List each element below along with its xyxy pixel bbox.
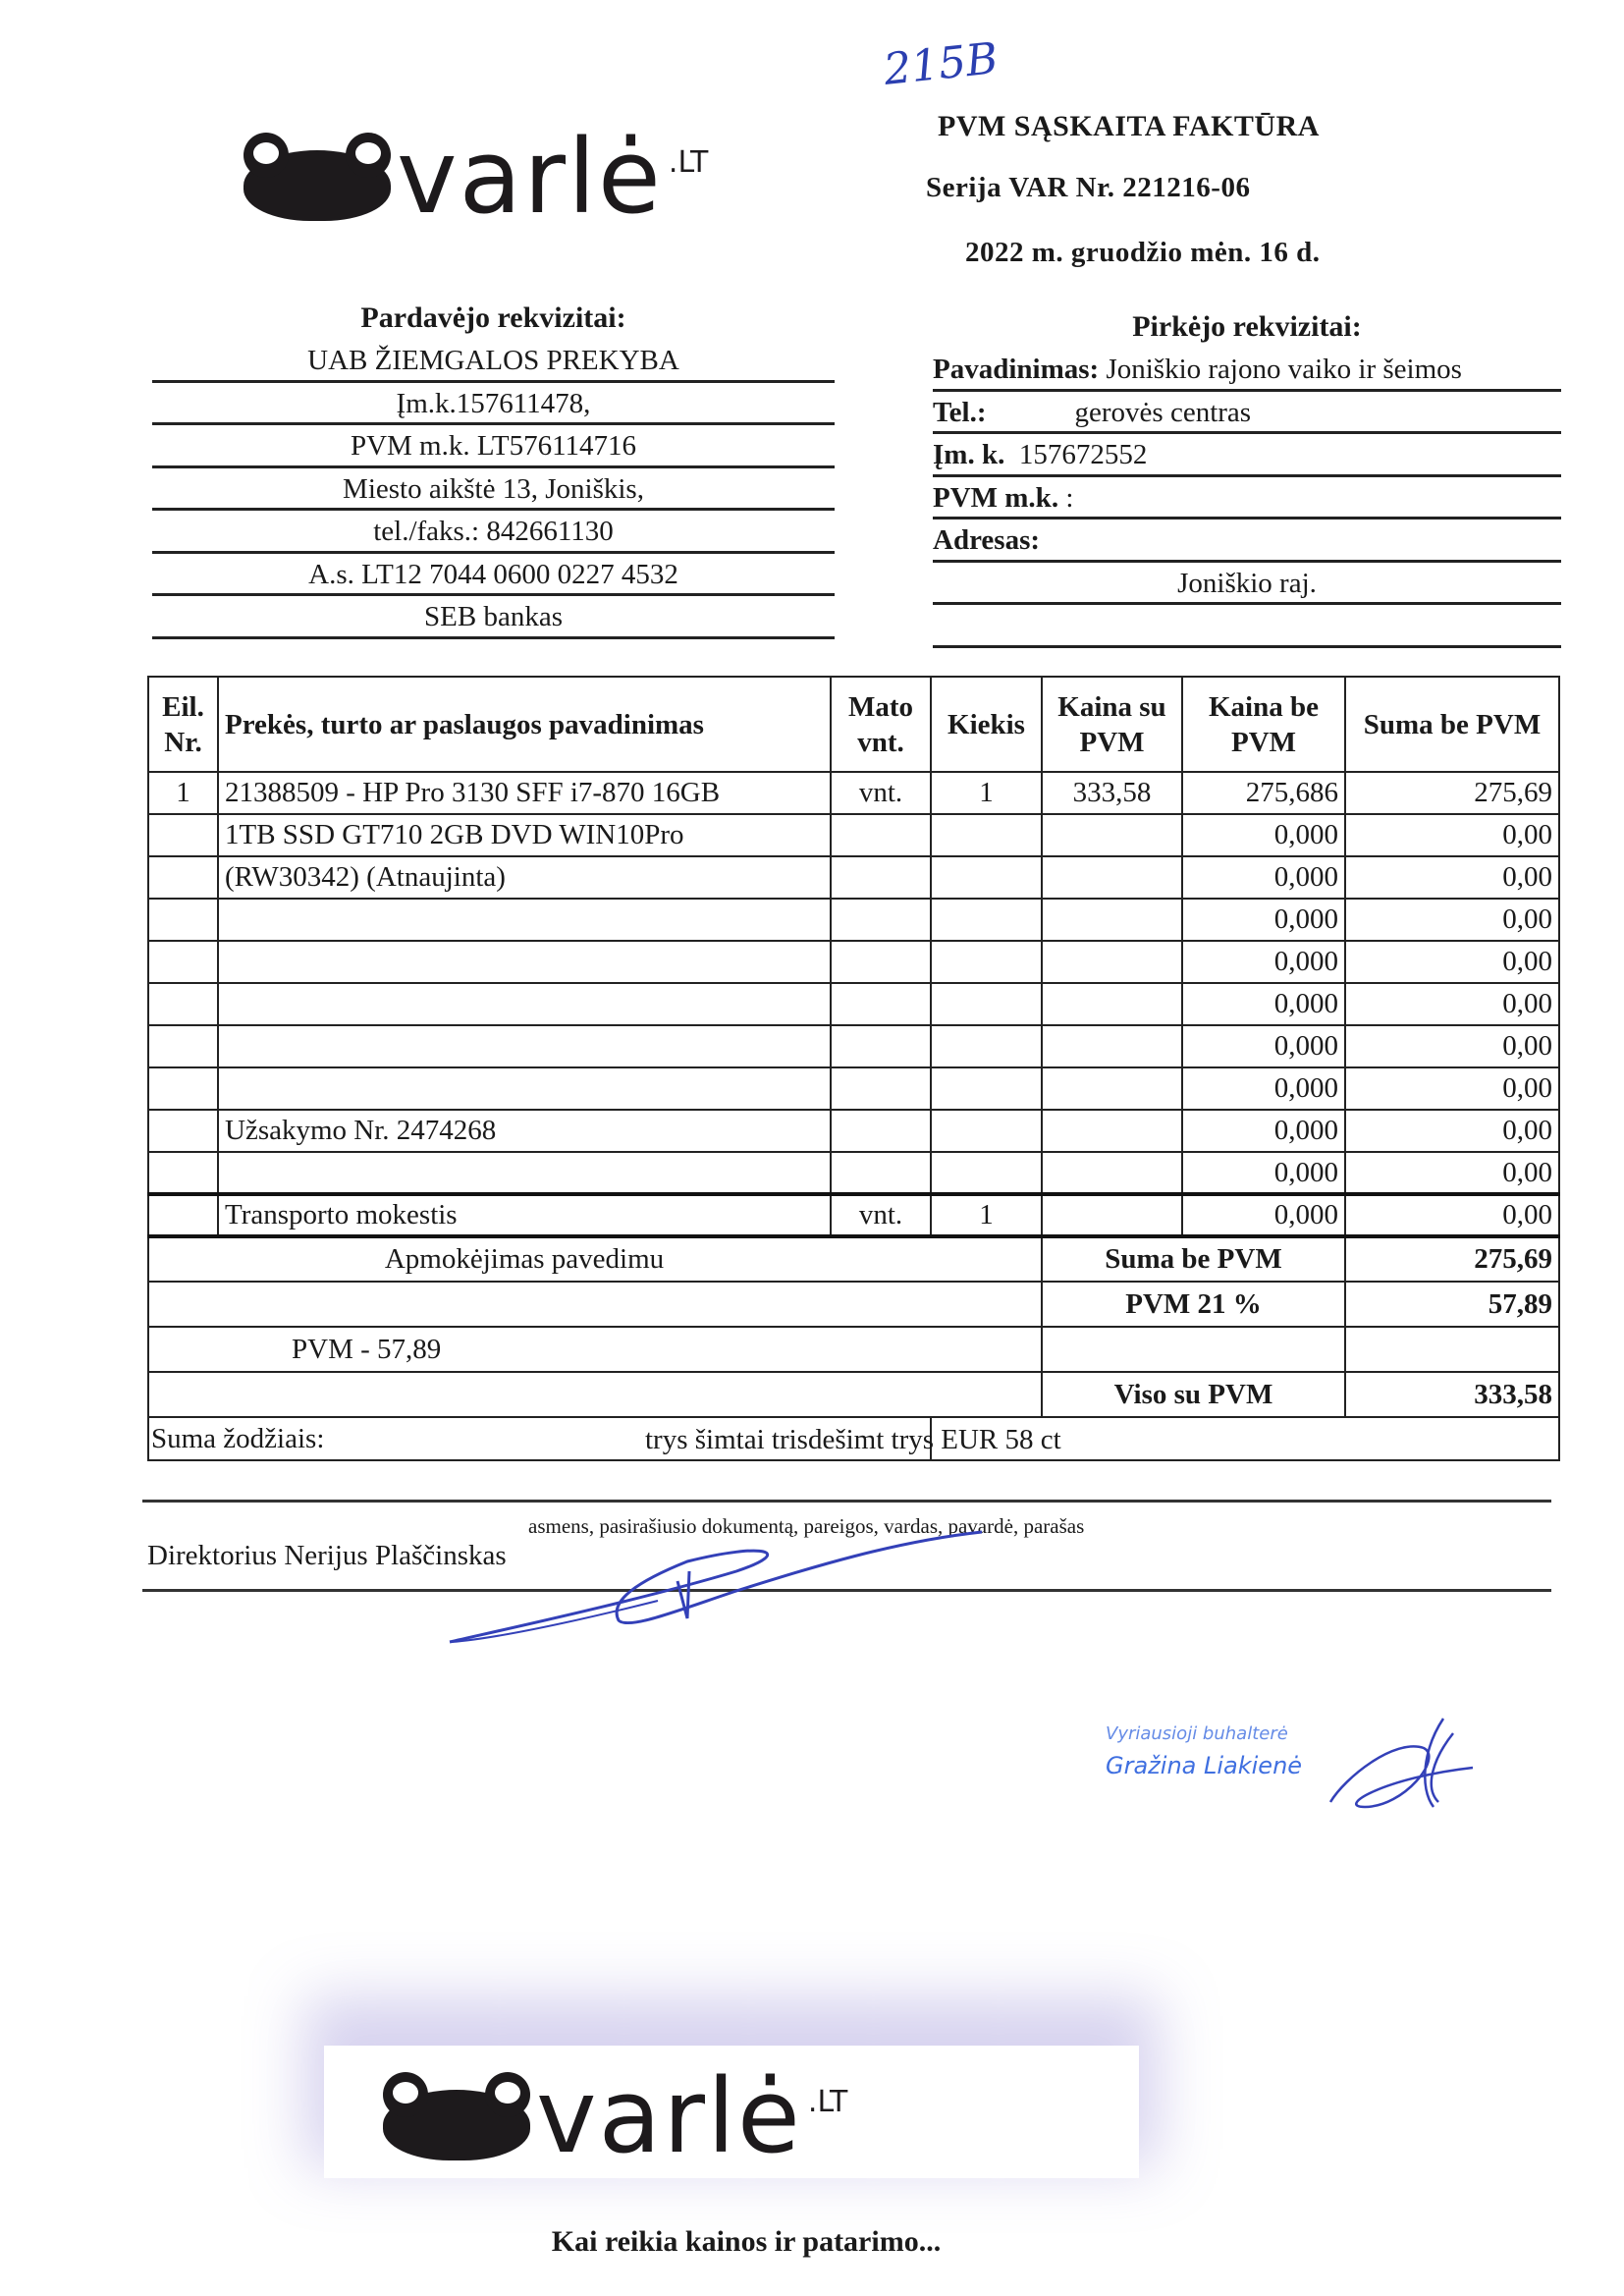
- cell-sum: 0,00: [1345, 856, 1559, 899]
- cell-name: [218, 983, 831, 1025]
- cell-qty: [931, 899, 1042, 941]
- buyer-details: [933, 305, 1561, 648]
- col-sum: Suma be PVM: [1345, 677, 1559, 772]
- cell-unit: [831, 1110, 931, 1152]
- cell-name: Užsakymo Nr. 2474268: [218, 1110, 831, 1152]
- signature-line-top: [142, 1500, 1551, 1503]
- footer-logo: [383, 2056, 848, 2176]
- seller-line: UAB ŽIEMGALOS PREKYBA: [152, 340, 835, 383]
- vat-note: PVM - 57,89: [148, 1327, 1042, 1372]
- cell-qty: [931, 983, 1042, 1025]
- cell-name: [218, 899, 831, 941]
- sum-label: Suma be PVM: [1042, 1236, 1345, 1282]
- total-label: Viso su PVM: [1042, 1372, 1345, 1417]
- cell-nr: [148, 1067, 218, 1110]
- cell-qty: [931, 1110, 1042, 1152]
- cell-nr: [148, 856, 218, 899]
- stamp-line-1: Vyriausioji buhalterė: [1106, 1723, 1288, 1744]
- table-row: [148, 899, 1559, 941]
- buyer-address: Joniškio raj.: [1177, 567, 1317, 599]
- cell-price-vat: [1042, 856, 1182, 899]
- buyer-address-label: Adresas:: [933, 524, 1041, 556]
- col-price-novat: Kaina be PVM: [1182, 677, 1345, 772]
- seller-line: PVM m.k. LT576114716: [152, 425, 835, 468]
- seller-line: A.s. LT12 7044 0600 0227 4532: [152, 554, 835, 597]
- cell-price-vat: [1042, 899, 1182, 941]
- seller-details: [152, 297, 835, 639]
- cell-sum: 0,00: [1345, 899, 1559, 941]
- total-value: 333,58: [1345, 1372, 1559, 1417]
- cell-qty: [931, 1025, 1042, 1067]
- cell-unit: vnt.: [831, 772, 931, 814]
- cell-nr: [148, 1025, 218, 1067]
- logo-suffix: .LT: [668, 144, 709, 180]
- cell-sum: 0,00: [1345, 941, 1559, 983]
- summary-row: [148, 1236, 1559, 1282]
- table-row: [148, 941, 1559, 983]
- buyer-tel-label: Tel.:: [933, 396, 987, 428]
- logo-word: varlė: [536, 2056, 802, 2176]
- buyer-vat-label: PVM m.k.: [933, 481, 1059, 514]
- cell-sum: 275,69: [1345, 772, 1559, 814]
- table-row: [148, 1067, 1559, 1110]
- cell-price-novat: 0,000: [1182, 1194, 1345, 1236]
- vat-value: 57,89: [1345, 1282, 1559, 1327]
- cell-nr: [148, 899, 218, 941]
- cell-unit: [831, 814, 931, 856]
- cell-unit: [831, 983, 931, 1025]
- cell-price-vat: [1042, 1152, 1182, 1194]
- cell-name: [218, 1152, 831, 1194]
- summary-row: [148, 1327, 1559, 1372]
- cell-nr: 1: [148, 772, 218, 814]
- table-row: [148, 983, 1559, 1025]
- buyer-name-label: Pavadinimas:: [933, 354, 1100, 385]
- col-unit: Mato vnt.: [831, 677, 931, 772]
- cell-name: [218, 1067, 831, 1110]
- cell-unit: [831, 1067, 931, 1110]
- amount-in-words-row: [148, 1417, 1559, 1460]
- cell-price-vat: [1042, 941, 1182, 983]
- cell-price-vat: [1042, 983, 1182, 1025]
- table-row: [148, 772, 1559, 814]
- cell-price-novat: 0,000: [1182, 941, 1345, 983]
- invoice-title: PVM SĄSKAITA FAKTŪRA: [938, 110, 1320, 142]
- invoice-date: 2022 m. gruodžio mėn. 16 d.: [965, 237, 1321, 268]
- footer-banner: [324, 2046, 1139, 2178]
- cell-sum: 0,00: [1345, 983, 1559, 1025]
- cell-nr: [148, 941, 218, 983]
- words-value: trys šimtai trisdešimt trys EUR 58 ct: [645, 1424, 1061, 1455]
- seller-line: Miesto aikštė 13, Joniškis,: [152, 468, 835, 512]
- invoice-series: Serija VAR Nr. 221216-06: [926, 172, 1251, 203]
- cell-qty: [931, 1152, 1042, 1194]
- accountant-signature: [1326, 1709, 1483, 1817]
- footer-tagline: Kai reikia kainos ir patarimo...: [551, 2225, 942, 2258]
- cell-price-vat: 333,58: [1042, 772, 1182, 814]
- cell-price-novat: 0,000: [1182, 899, 1345, 941]
- sum-value: 275,69: [1345, 1236, 1559, 1282]
- cell-price-novat: 0,000: [1182, 856, 1345, 899]
- cell-price-novat: 0,000: [1182, 814, 1345, 856]
- cell-sum: 0,00: [1345, 1025, 1559, 1067]
- buyer-name-cont: gerovės centras: [1074, 396, 1252, 428]
- seller-heading: Pardavėjo rekvizitai:: [360, 301, 626, 334]
- transport-row: [148, 1194, 1559, 1236]
- cell-unit: [831, 856, 931, 899]
- buyer-code: 157672552: [1018, 439, 1148, 470]
- table-row: [148, 1110, 1559, 1152]
- signer-name: Direktorius Nerijus Plaščinskas: [147, 1540, 507, 1571]
- varle-logo: [244, 117, 709, 237]
- col-nr: Eil. Nr.: [148, 677, 218, 772]
- cell-price-novat: 0,000: [1182, 983, 1345, 1025]
- cell-unit: [831, 1025, 931, 1067]
- words-label: Suma žodžiais:: [148, 1417, 931, 1460]
- buyer-heading: Pirkėjo rekvizitai:: [1132, 310, 1362, 343]
- cell-sum: 0,00: [1345, 1194, 1559, 1236]
- cell-sum: 0,00: [1345, 1152, 1559, 1194]
- cell-price-novat: 0,000: [1182, 1025, 1345, 1067]
- cell-unit: [831, 1152, 931, 1194]
- invoice-table: [147, 676, 1560, 1461]
- cell-name: Transporto mokestis: [218, 1194, 831, 1236]
- vat-label: PVM 21 %: [1042, 1282, 1345, 1327]
- cell-price-vat: [1042, 1067, 1182, 1110]
- handwritten-note: 215B: [881, 33, 1001, 95]
- cell-nr: [148, 983, 218, 1025]
- buyer-name: Joniškio rajono vaiko ir šeimos: [1106, 354, 1462, 385]
- cell-nr: [148, 814, 218, 856]
- payment-method: Apmokėjimas pavedimu: [148, 1236, 1042, 1282]
- cell-nr: [148, 1110, 218, 1152]
- cell-qty: 1: [931, 1194, 1042, 1236]
- summary-row: [148, 1282, 1559, 1327]
- cell-price-vat: [1042, 1025, 1182, 1067]
- cell-name: (RW30342) (Atnaujinta): [218, 856, 831, 899]
- cell-price-vat: [1042, 814, 1182, 856]
- cell-price-novat: 275,686: [1182, 772, 1345, 814]
- cell-unit: [831, 899, 931, 941]
- frog-icon: [383, 2072, 530, 2160]
- summary-row: [148, 1372, 1559, 1417]
- table-row: [148, 814, 1559, 856]
- buyer-code-label: Įm. k.: [933, 439, 1005, 470]
- cell-unit: [831, 941, 931, 983]
- cell-qty: [931, 856, 1042, 899]
- seller-line: SEB bankas: [152, 596, 835, 639]
- signature-caption: asmens, pasirašiusio dokumentą, pareigos, vardas, pavardė, parašas: [528, 1514, 1085, 1538]
- cell-sum: 0,00: [1345, 1110, 1559, 1152]
- col-qty: Kiekis: [931, 677, 1042, 772]
- seller-line: Įm.k.157611478,: [152, 383, 835, 426]
- seller-line: tel./faks.: 842661130: [152, 511, 835, 554]
- table-row: [148, 1025, 1559, 1067]
- table-row: [148, 1152, 1559, 1194]
- table-header-row: [148, 677, 1559, 772]
- logo-suffix: .LT: [807, 2084, 848, 2119]
- cell-qty: [931, 814, 1042, 856]
- frog-icon: [244, 133, 391, 221]
- cell-price-vat: [1042, 1110, 1182, 1152]
- cell-sum: 0,00: [1345, 814, 1559, 856]
- cell-price-novat: 0,000: [1182, 1067, 1345, 1110]
- col-price-vat: Kaina su PVM: [1042, 677, 1182, 772]
- stamp-line-2: Gražina Liakienė: [1106, 1752, 1303, 1779]
- director-signature: [442, 1512, 992, 1650]
- cell-price-novat: 0,000: [1182, 1152, 1345, 1194]
- cell-name: 1TB SSD GT710 2GB DVD WIN10Pro: [218, 814, 831, 856]
- col-name: Prekės, turto ar paslaugos pavadinimas: [218, 677, 831, 772]
- cell-price-novat: 0,000: [1182, 1110, 1345, 1152]
- cell-unit: vnt.: [831, 1194, 931, 1236]
- cell-qty: 1: [931, 772, 1042, 814]
- buyer-vat: :: [1065, 481, 1074, 514]
- table-row: [148, 856, 1559, 899]
- cell-sum: 0,00: [1345, 1067, 1559, 1110]
- cell-name: 21388509 - HP Pro 3130 SFF i7-870 16GB: [218, 772, 831, 814]
- cell-nr: [148, 1152, 218, 1194]
- accountant-stamp: [1106, 1719, 1302, 1781]
- cell-name: [218, 941, 831, 983]
- logo-word: varlė: [397, 117, 663, 237]
- cell-qty: [931, 1067, 1042, 1110]
- cell-qty: [931, 941, 1042, 983]
- cell-name: [218, 1025, 831, 1067]
